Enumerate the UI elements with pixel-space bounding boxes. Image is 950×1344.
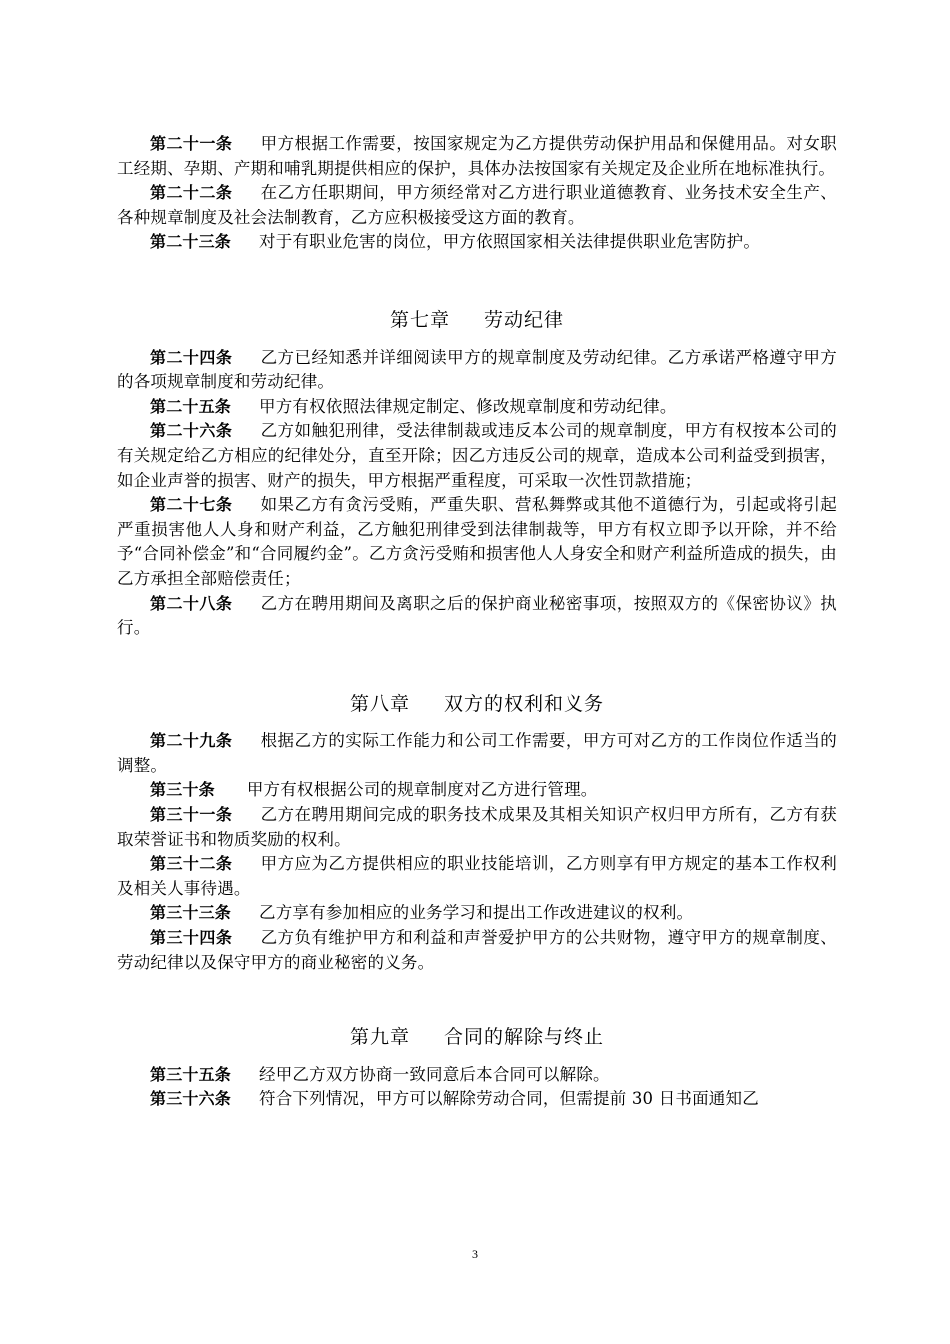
- chapter-title: 双方的权利和义务: [444, 692, 605, 715]
- article-26: [117, 419, 837, 493]
- article-label: 第三十条: [150, 780, 215, 800]
- article-27: [117, 493, 837, 591]
- article-28: [117, 592, 837, 641]
- article-30: [117, 778, 837, 803]
- article-text: 如果乙方有贪污受贿，严重失职、营私舞弊或其他不道德行为，引起或将引起严重损害他人人身和财产利益，乙方触犯刑律受到法律制裁等，甲方有权立即予以开除，并不给予“合同补偿金”和“合同履约金”。乙方贪污受贿和损害他人人身安全和财产利益所造成的损失，由乙方承担全部赔偿责任；: [117, 495, 837, 588]
- article-label: 第三十六条: [150, 1089, 232, 1109]
- article-label: 第二十二条: [150, 183, 233, 203]
- article-text: 乙方负有维护甲方和利益和声誉爱护甲方的公共财物，遵守甲方的规章制度、劳动纪律以及保守甲方的商业秘密的义务。: [117, 928, 837, 972]
- article-label: 第二十七条: [150, 495, 233, 515]
- article-23: [117, 230, 837, 255]
- article-text: 对于有职业危害的岗位，甲方依照国家相关法律提供职业危害防护。: [259, 232, 761, 252]
- article-label: 第三十五条: [150, 1064, 232, 1084]
- article-22: [117, 181, 837, 230]
- article-label: 第二十五条: [150, 396, 232, 416]
- article-text: 乙方如触犯刑律，受法律制裁或违反本公司的规章制度，甲方有权按本公司的有关规定给乙方相应的纪律处分，直至开除；因乙方违反公司的规章，造成本公司利益受到损害，如企业声誉的损害、财产的损失，甲方根据严重程度，可采取一次性罚款措施；: [117, 421, 837, 490]
- article-label: 第二十四条: [150, 347, 233, 367]
- chapter-title: 合同的解除与终止: [444, 1026, 605, 1049]
- article-text: 甲方有权根据公司的规章制度对乙方进行管理。: [246, 780, 598, 800]
- article-label: 第二十一条: [150, 134, 233, 153]
- document-body: [117, 132, 837, 1112]
- article-text: 乙方在聘用期间及离职之后的保护商业秘密事项，按照双方的《保密协议》执行。: [117, 593, 837, 638]
- article-text: 甲方应为乙方提供相应的职业技能培训，乙方则享有甲方规定的基本工作权利及相关人事待遇。: [117, 854, 837, 898]
- chapter-title: 劳动纪律: [484, 308, 565, 331]
- article-text: 甲方根据工作需要，按国家规定为乙方提供劳动保护用品和保健用品。对女职工经期、孕期、产期和哺乳期提供相应的保护，具体办法按国家有关规定及企业所在地标准执行。: [117, 134, 837, 178]
- article-label: 第三十二条: [150, 854, 233, 874]
- chapter-number: 第八章: [349, 692, 410, 715]
- article-text: 乙方在聘用期间完成的职务技术成果及其相关知识产权归甲方所有，乙方有获取荣誉证书和物质奖励的权利。: [117, 805, 837, 849]
- article-text: 在乙方任职期间，甲方须经常对乙方进行职业道德教育、业务技术安全生产、各种规章制度及社会法制教育，乙方应积极接受这方面的教育。: [117, 183, 837, 227]
- article-text: 乙方享有参加相应的业务学习和提出工作改进建议的权利。: [259, 903, 694, 923]
- article-label: 第二十三条: [150, 232, 232, 252]
- article-text: 符合下列情况，甲方可以解除劳动合同，但需提前 30 日书面通知乙: [259, 1089, 759, 1109]
- article-36: [117, 1087, 837, 1112]
- article-label: 第三十一条: [150, 805, 233, 825]
- chapter-number: 第七章: [389, 308, 450, 331]
- article-text: 乙方已经知悉并详细阅读甲方的规章制度及劳动纪律。乙方承诺严格遵守甲方的各项规章制度和劳动纪律。: [117, 347, 837, 392]
- article-33: [117, 901, 837, 926]
- article-21: [117, 132, 837, 181]
- article-25: [117, 395, 837, 420]
- article-label: 第二十六条: [150, 421, 233, 441]
- article-text: 根据乙方的实际工作能力和公司工作需要，甲方可对乙方的工作岗位作适当的调整。: [117, 731, 837, 775]
- article-31: [117, 803, 837, 852]
- article-35: [117, 1063, 837, 1088]
- article-label: 第三十三条: [150, 903, 232, 923]
- article-text: 甲方有权依照法律规定制定、修改规章制度和劳动纪律。: [259, 396, 677, 416]
- chapter-7-heading: [117, 308, 837, 333]
- article-text: 经甲乙方双方协商一致同意后本合同可以解除。: [259, 1064, 610, 1084]
- chapter-8-heading: [117, 692, 837, 717]
- article-34: [117, 926, 837, 975]
- article-label: 第三十四条: [150, 928, 233, 948]
- article-32: [117, 852, 837, 901]
- article-24: [117, 346, 837, 395]
- chapter-9-heading: [117, 1025, 837, 1050]
- chapter-number: 第九章: [349, 1026, 410, 1049]
- article-label: 第二十八条: [150, 593, 233, 613]
- article-29: [117, 729, 837, 778]
- article-label: 第二十九条: [150, 731, 233, 751]
- page-number: 3: [472, 1247, 478, 1261]
